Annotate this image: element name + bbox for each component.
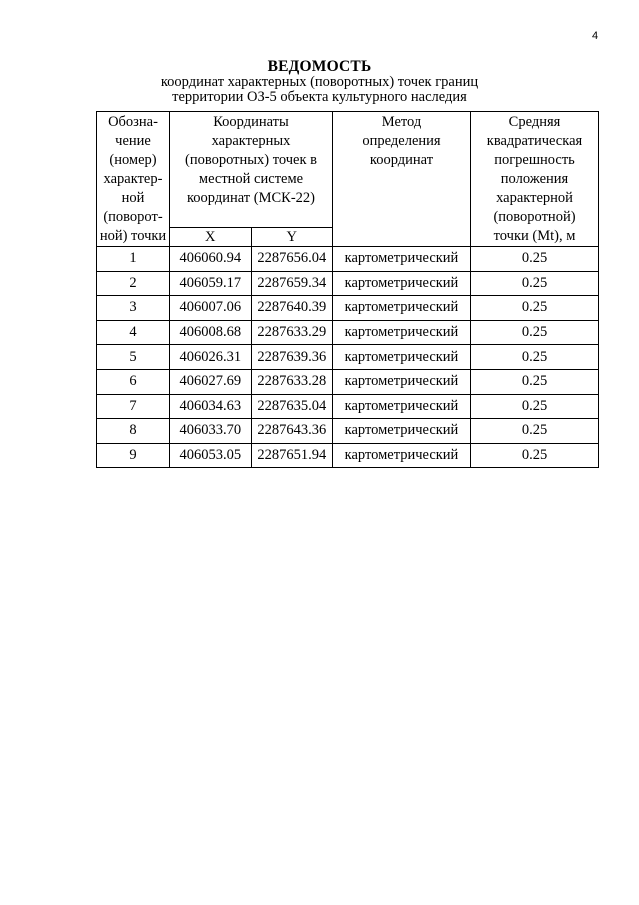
header-error	[471, 112, 599, 247]
cell-y: 2287651.94	[251, 443, 333, 468]
document-subtitle-line-2: территории ОЗ-5 объекта культурного наследия	[172, 89, 467, 105]
header-coords-line: Координаты	[213, 114, 289, 130]
cell-x: 406026.31	[170, 345, 252, 370]
cell-x: 406053.05	[170, 443, 252, 468]
cell-y: 2287656.04	[251, 247, 333, 272]
cell-y: 2287633.28	[251, 369, 333, 394]
header-error-line: положения	[500, 171, 569, 187]
header-method-line: координат	[369, 152, 434, 168]
cell-method: картометрический	[333, 247, 471, 272]
header-coords-line: характерных	[211, 133, 291, 149]
cell-x: 406060.94	[170, 247, 252, 272]
cell-point-number: 5	[97, 345, 170, 370]
table-row	[97, 394, 599, 419]
document-subtitle-line-1: координат характерных (поворотных) точек границ	[160, 74, 479, 90]
cell-point-number: 2	[97, 271, 170, 296]
document-title-block	[0, 58, 639, 105]
document-title: ВЕДОМОСТЬ	[267, 58, 372, 75]
cell-error: 0.25	[471, 296, 599, 321]
cell-method: картометрический	[333, 443, 471, 468]
header-error-line: точки (Mt), м	[493, 228, 576, 244]
cell-error: 0.25	[471, 247, 599, 272]
header-error-line: Средняя	[508, 114, 561, 130]
cell-x: 406008.68	[170, 320, 252, 345]
cell-y: 2287633.29	[251, 320, 333, 345]
header-method	[333, 112, 471, 247]
cell-method: картометрический	[333, 394, 471, 419]
cell-y: 2287640.39	[251, 296, 333, 321]
cell-y: 2287659.34	[251, 271, 333, 296]
cell-method: картометрический	[333, 296, 471, 321]
cell-point-number: 7	[97, 394, 170, 419]
header-method-line: Метод	[381, 114, 422, 130]
table-row	[97, 247, 599, 272]
header-error-line: (поворотной)	[493, 209, 576, 225]
cell-x: 406034.63	[170, 394, 252, 419]
cell-point-number: 8	[97, 419, 170, 444]
header-x: X	[170, 228, 252, 247]
header-coordinates	[170, 112, 333, 228]
cell-method: картометрический	[333, 271, 471, 296]
cell-y: 2287639.36	[251, 345, 333, 370]
table-row	[97, 296, 599, 321]
cell-x: 406059.17	[170, 271, 252, 296]
header-point-line: ной	[121, 190, 145, 206]
cell-error: 0.25	[471, 345, 599, 370]
header-point-line: характер-	[103, 171, 163, 187]
header-error-line: квадратическая	[486, 133, 583, 149]
header-point-line: (поворот-	[103, 209, 163, 225]
cell-x: 406033.70	[170, 419, 252, 444]
table-row	[97, 419, 599, 444]
cell-method: картометрический	[333, 369, 471, 394]
cell-error: 0.25	[471, 394, 599, 419]
table-row	[97, 320, 599, 345]
header-point-line: чение	[115, 133, 151, 149]
cell-y: 2287635.04	[251, 394, 333, 419]
header-coords-line: (поворотных) точек в	[185, 152, 317, 168]
cell-method: картометрический	[333, 419, 471, 444]
cell-error: 0.25	[471, 271, 599, 296]
cell-y: 2287643.36	[251, 419, 333, 444]
cell-method: картометрический	[333, 345, 471, 370]
page-number: 4	[592, 30, 599, 42]
table-row	[97, 443, 599, 468]
table-row	[97, 345, 599, 370]
cell-point-number: 4	[97, 320, 170, 345]
header-point-line: Обозна-	[108, 114, 158, 130]
header-coords-line: координат (МСК-22)	[186, 190, 315, 206]
cell-point-number: 6	[97, 369, 170, 394]
cell-point-number: 3	[97, 296, 170, 321]
table-header-row	[97, 112, 599, 228]
header-point-line: (номер)	[109, 152, 157, 168]
table-row	[97, 369, 599, 394]
cell-point-number: 9	[97, 443, 170, 468]
coordinates-table	[96, 111, 599, 468]
header-error-line: характерной	[496, 190, 573, 206]
header-coords-line: местной системе	[198, 171, 304, 187]
header-method-line: определения	[362, 133, 441, 149]
cell-x: 406007.06	[170, 296, 252, 321]
cell-x: 406027.69	[170, 369, 252, 394]
cell-method: картометрический	[333, 320, 471, 345]
cell-error: 0.25	[471, 320, 599, 345]
cell-error: 0.25	[471, 369, 599, 394]
header-point-line: ной) точки	[99, 228, 167, 244]
cell-error: 0.25	[471, 443, 599, 468]
header-y: Y	[251, 228, 333, 247]
header-point-number	[97, 112, 170, 247]
table-row	[97, 271, 599, 296]
cell-point-number: 1	[97, 247, 170, 272]
cell-error: 0.25	[471, 419, 599, 444]
header-error-line: погрешность	[494, 152, 575, 168]
